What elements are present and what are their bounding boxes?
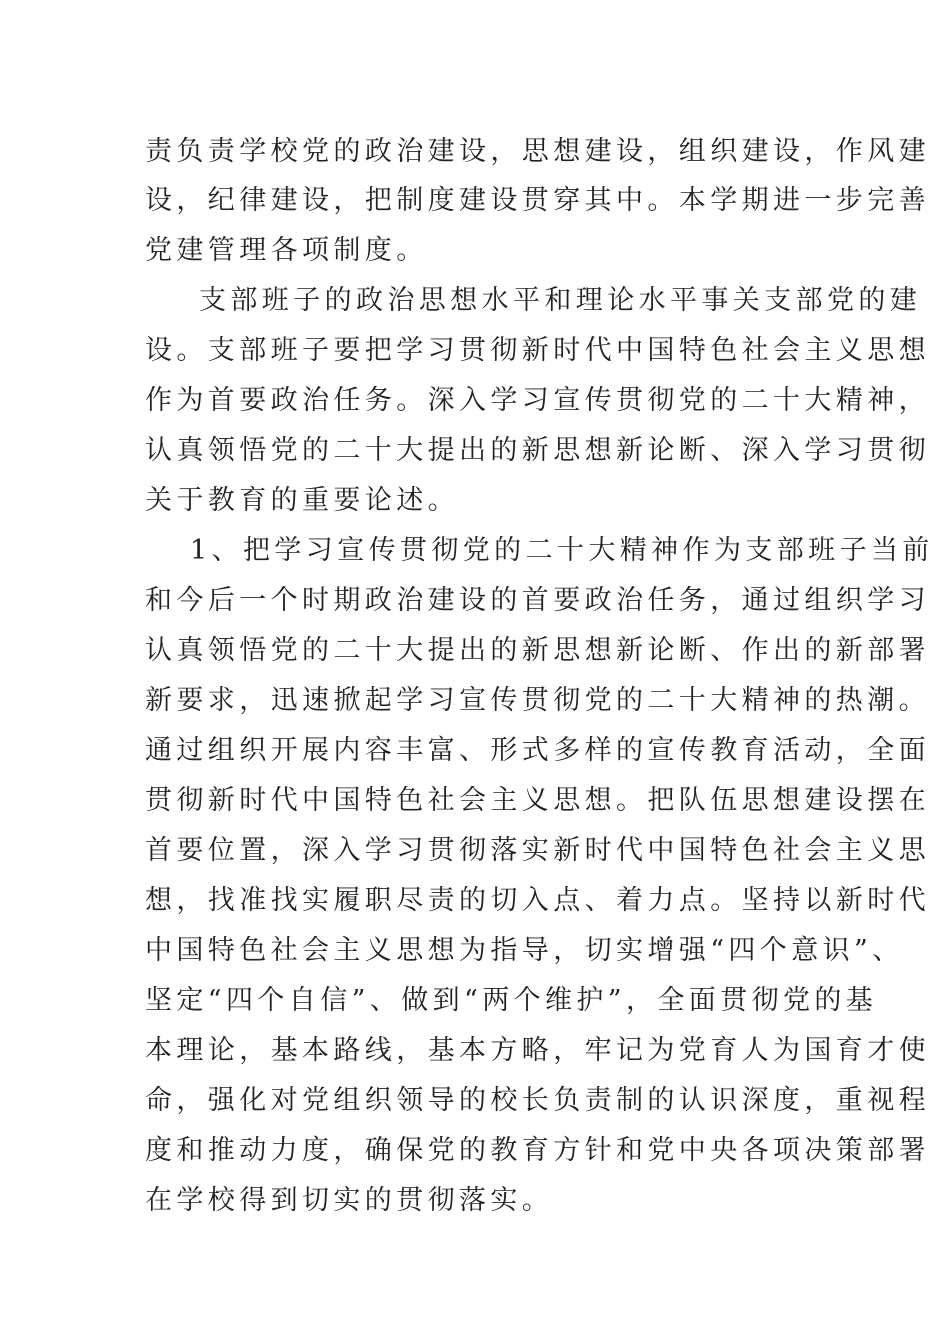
text-line: 想，找准找实履职尽责的切入点、着力点。坚持以新时代 <box>145 885 930 916</box>
text-line: 作为首要政治任务。深入学习宣传贯彻党的二十大精神， <box>145 385 930 416</box>
text-line: 本理论，基本路线，基本方略，牢记为党育人为国育才使 <box>145 1035 930 1066</box>
text-line: 命，强化对党组织领导的校长负责制的认识深度，重视程 <box>145 1085 930 1116</box>
text-line: 设。支部班子要把学习贯彻新时代中国特色社会主义思想 <box>145 335 930 366</box>
text-line: 首要位置，深入学习贯彻落实新时代中国特色社会主义思 <box>145 835 930 866</box>
paragraph-first-line: 支部班子的政治思想水平和理论水平事关支部党的建 <box>199 285 922 316</box>
text-line: 关于教育的重要论述。 <box>145 485 459 516</box>
text-line: 党建管理各项制度。 <box>145 235 428 266</box>
text-line: 认真领悟党的二十大提出的新思想新论断、作出的新部署 <box>145 635 930 666</box>
text-line: 设，纪律建设，把制度建设贯穿其中。本学期进一步完善 <box>145 185 930 216</box>
text-line: 责负责学校党的政治建设，思想建设，组织建设，作风建 <box>145 136 930 167</box>
text-line: 贯彻新时代中国特色社会主义思想。把队伍思想建设摆在 <box>145 785 930 816</box>
text-line: 认真领悟党的二十大提出的新思想新论断、深入学习贯彻 <box>145 435 930 466</box>
text-line: 新要求，迅速掀起学习宣传贯彻党的二十大精神的热潮。 <box>145 685 930 716</box>
text-line: 通过组织开展内容丰富、形式多样的宣传教育活动，全面 <box>145 735 930 766</box>
paragraph-first-line: 1、把学习宣传贯彻党的二十大精神作为支部班子当前 <box>190 535 934 566</box>
text-line: 中国特色社会主义思想为指导，切实增强“四个意识”、 <box>145 935 904 966</box>
text-line: 在学校得到切实的贯彻落实。 <box>145 1185 554 1216</box>
text-line: 度和推动力度，确保党的教育方针和党中央各项决策部署 <box>145 1135 930 1166</box>
text-line: 和今后一个时期政治建设的首要政治任务，通过组织学习 <box>145 585 930 616</box>
text-line: 坚定“四个自信”、做到“两个维护”，全面贯彻党的基 <box>145 985 878 1016</box>
